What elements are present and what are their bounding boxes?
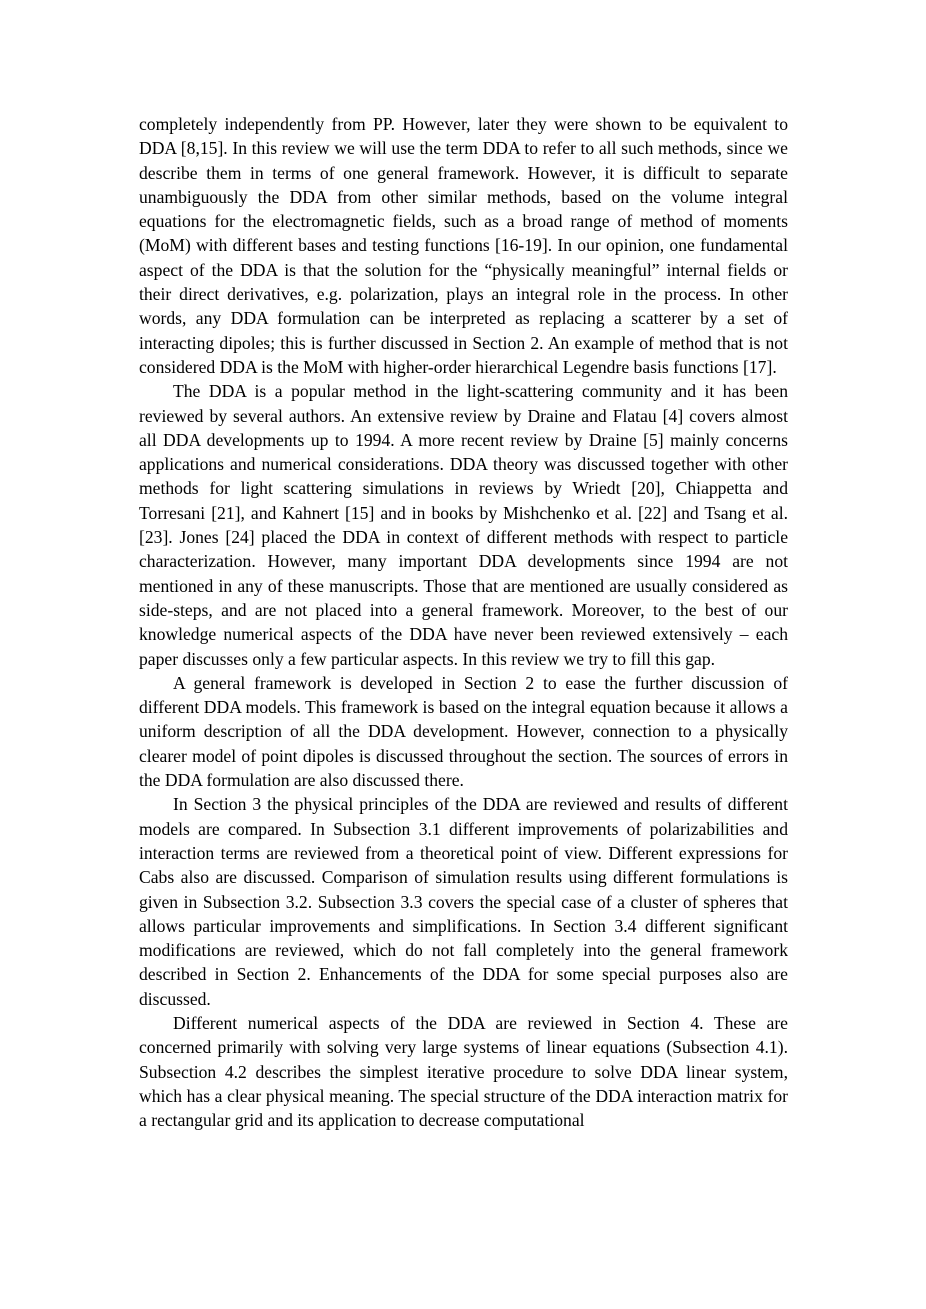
paragraph-4: In Section 3 the physical principles of the DDA are reviewed and results of different models are compared. In Subsection 3.1 different improvements of polarizabilities and interaction terms are reviewed from a theoretical point of view. Different expressions for Cabs also are discussed. Comparison of simulation results using different formulations is given in Subsection 3.2. Subsection 3.3 covers the special case of a cluster of spheres that allows particular improvements and simplifications. In Section 3.4 different significant modifications are reviewed, which do not fall completely into the general framework described in Section 2. Enhancements of the DDA for some special purposes also are discussed. <box>139 794 788 1009</box>
body-text-block <box>139 112 788 1132</box>
paragraph-3: A general framework is developed in Section 2 to ease the further discussion of different DDA models. This framework is based on the integral equation because it allows a uniform description of all the DDA development. However, connection to a physically clearer model of point dipoles is discussed throughout the section. The sources of errors in the DDA formulation are also discussed there. <box>139 672 788 791</box>
paragraph-1: completely independently from PP. However, later they were shown to be equivalent to DDA [8,15]. In this review we will use the term DDA to refer to all such methods, since we describe them in terms of one general framework. However, it is difficult to separate unambiguously the DDA from other similar methods, based on the volume integral equations for the electromagnetic fields, such as a broad range of method of moments (MoM) with different bases and testing functions [16-19]. In our opinion, one fundamental aspect of the DDA is that the solution for the “physically meaningful” internal fields or their direct derivatives, e.g. polarization, plays an integral role in the process. In other words, any DDA formulation can be interpreted as replacing a scatterer by a set of interacting dipoles; this is further discussed in Section 2. An example of method that is not considered DDA is the MoM with higher-order hierarchical Legendre basis functions [17]. <box>139 114 788 377</box>
paragraph-2: The DDA is a popular method in the light-scattering community and it has been reviewed by several authors. An extensive review by Draine and Flatau [4] covers almost all DDA developments up to 1994. A more recent review by Draine [5] mainly concerns applications and numerical considerations. DDA theory was discussed together with other methods for light scattering simulations in reviews by Wriedt [20], Chiappetta and Torresani [21], and Kahnert [15] and in books by Mishchenko et al. [22] and Tsang et al. [23]. Jones [24] placed the DDA in context of different methods with respect to particle characterization. However, many important DDA developments since 1994 are not mentioned in any of these manuscripts. Those that are mentioned are usually considered as side-steps, and are not placed into a general framework. Moreover, to the best of our knowledge numerical aspects of the DDA have never been reviewed extensively – each paper discusses only a few particular aspects. In this review we try to fill this gap. <box>139 381 788 669</box>
paragraph-5: Different numerical aspects of the DDA are reviewed in Section 4. These are concerned primarily with solving very large systems of linear equations (Subsection 4.1). Subsection 4.2 describes the simplest iterative procedure to solve DDA linear system, which has a clear physical meaning. The special structure of the DDA interaction matrix for a rectangular grid and its application to decrease computational <box>139 1012 788 1131</box>
